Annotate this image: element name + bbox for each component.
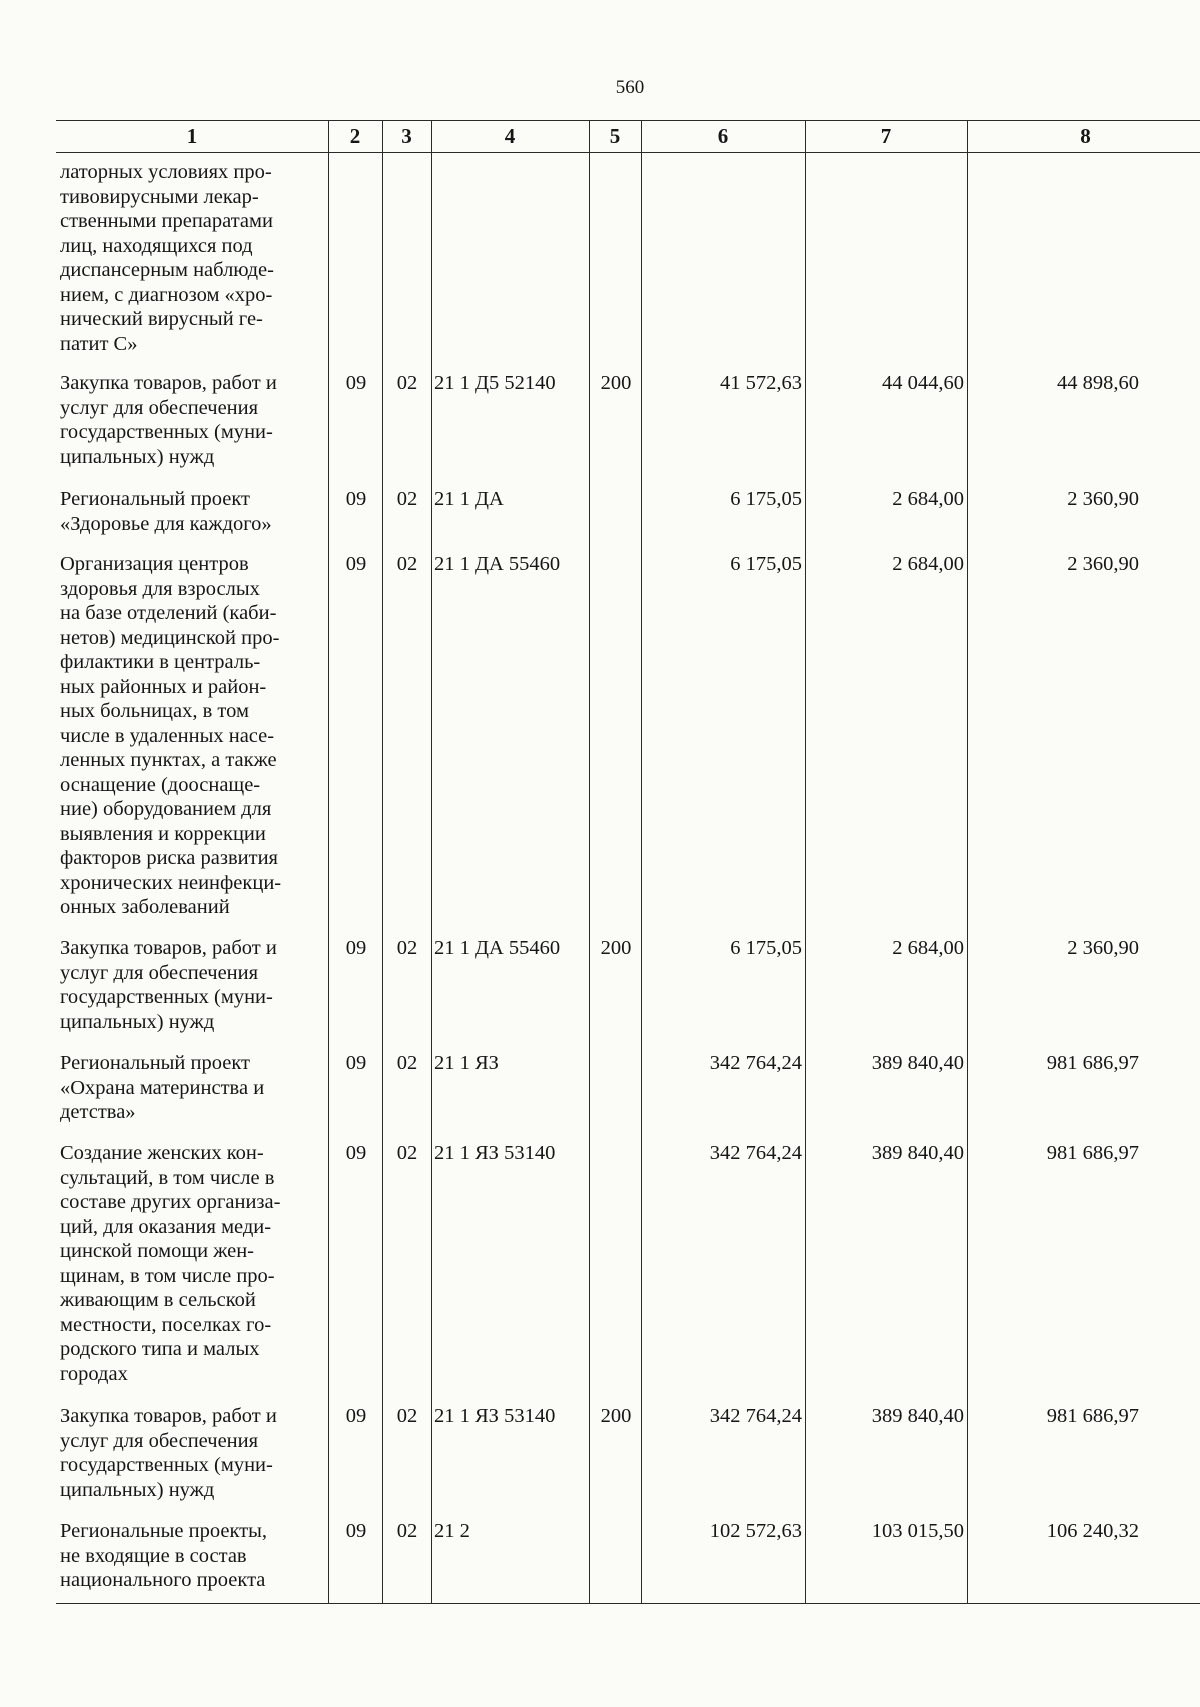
target-article: 21 1 Д5 52140 [434, 372, 556, 394]
target-article: 21 1 ДА 55460 [434, 553, 561, 575]
amount-year-3: 2 360,90 [1067, 553, 1139, 575]
subsection-code: 02 [396, 1520, 418, 1542]
expense-type: 200 [600, 372, 632, 394]
row-name [60, 1051, 328, 1125]
section-code: 09 [345, 553, 367, 575]
section-code: 09 [345, 372, 367, 394]
page-number: 560 [615, 77, 645, 98]
row-name-line: ленных пунктах, а также [60, 749, 277, 771]
row-name-line: ций, для оказания меди- [60, 1215, 272, 1238]
row-name [60, 160, 328, 356]
subsection-code: 02 [396, 937, 418, 959]
amount-year-1: 6 175,05 [730, 937, 802, 959]
row-name [60, 1404, 328, 1502]
row-name-line: филактики в централь- [60, 651, 261, 673]
row-name-line: выявления и коррекции [60, 822, 266, 845]
row-name-line: числе в удаленных насе- [60, 724, 275, 747]
row-name-line: составе других организа- [60, 1191, 281, 1213]
column-divider [589, 120, 590, 1603]
row-name-line: Организация центров [60, 553, 249, 575]
row-name-line: цинской помощи жен- [60, 1240, 254, 1262]
expense-type: 200 [600, 1405, 632, 1427]
section-code: 09 [345, 488, 367, 510]
row-name-line: национального проекта [60, 1569, 266, 1591]
column-divider [431, 120, 432, 1603]
amount-year-3: 44 898,60 [1057, 372, 1139, 394]
row-name-line: ципальных) нужд [60, 1478, 215, 1501]
row-name [60, 487, 328, 536]
column-header-7: 7 [880, 124, 892, 148]
row-name-line: местности, поселках го- [60, 1313, 272, 1336]
column-divider [967, 120, 968, 1603]
column-header-6: 6 [717, 124, 729, 148]
row-name-line: Закупка товаров, работ и [60, 937, 277, 959]
column-header-5: 5 [609, 124, 621, 148]
amount-year-3: 981 686,97 [1046, 1142, 1139, 1164]
amount-year-1: 342 764,24 [709, 1142, 802, 1164]
column-header-2: 2 [349, 124, 361, 148]
section-code: 09 [345, 1142, 367, 1164]
subsection-code: 02 [396, 1142, 418, 1164]
section-code: 09 [345, 1052, 367, 1074]
amount-year-2: 2 684,00 [892, 488, 964, 510]
row-name-line: государственных (муни- [60, 421, 273, 443]
row-name-line: сультаций, в том числе в [60, 1166, 275, 1189]
row-name-line: детства» [60, 1101, 136, 1123]
subsection-code: 02 [396, 1405, 418, 1427]
row-name-line: ципальных) нужд [60, 1010, 215, 1033]
section-code: 09 [345, 1520, 367, 1542]
row-name-line: ных районных и район- [60, 675, 267, 698]
row-name-line: живающим в сельской [60, 1289, 256, 1311]
row-name-line: диспансерным наблюде- [60, 259, 274, 281]
row-name-line: Закупка товаров, работ и [60, 1405, 277, 1427]
row-name-line: услуг для обеспечения [60, 961, 259, 984]
row-name-line: нетов) медицинской про- [60, 626, 280, 649]
row-name-line: онных заболеваний [60, 896, 230, 918]
amount-year-1: 342 764,24 [709, 1405, 802, 1427]
column-divider [805, 120, 806, 1603]
row-name-line: Создание женских кон- [60, 1142, 264, 1164]
amount-year-1: 102 572,63 [709, 1520, 802, 1542]
amount-year-3: 981 686,97 [1046, 1405, 1139, 1427]
subsection-code: 02 [396, 372, 418, 394]
row-name-line: Региональный проект [60, 1052, 250, 1074]
amount-year-1: 41 572,63 [720, 372, 802, 394]
row-name [60, 1519, 328, 1593]
amount-year-1: 6 175,05 [730, 488, 802, 510]
subsection-code: 02 [396, 1052, 418, 1074]
amount-year-1: 342 764,24 [709, 1052, 802, 1074]
row-name-line: ципальных) нужд [60, 445, 215, 468]
amount-year-3: 2 360,90 [1067, 937, 1139, 959]
table-header-rule [56, 152, 1200, 153]
amount-year-2: 2 684,00 [892, 553, 964, 575]
column-header-8: 8 [1080, 124, 1091, 148]
row-name-line: государственных (муни- [60, 986, 273, 1008]
row-name-line: Региональный проект [60, 488, 250, 510]
row-name-line: ственными препаратами [60, 210, 273, 232]
row-name-line: услуг для обеспечения [60, 396, 259, 419]
amount-year-2: 389 840,40 [871, 1142, 964, 1164]
target-article: 21 1 ДА [434, 488, 504, 510]
target-article: 21 2 [434, 1520, 470, 1542]
row-name-line: не входящие в состав [60, 1544, 247, 1567]
column-divider [328, 120, 329, 1603]
amount-year-1: 6 175,05 [730, 553, 802, 575]
row-name [60, 552, 328, 920]
row-name-line: тивовирусными лекар- [60, 185, 259, 208]
amount-year-2: 389 840,40 [871, 1405, 964, 1427]
row-name-line: здоровья для взрослых [60, 577, 260, 600]
row-name-line: нический вирусный ге- [60, 308, 263, 330]
row-name [60, 936, 328, 1034]
row-name-line: латорных условиях про- [60, 161, 272, 183]
expense-type: 200 [600, 937, 632, 959]
row-name-line: патит С» [60, 332, 138, 355]
row-name-line: ние) оборудованием для [60, 798, 272, 820]
row-name-line: щинам, в том числе про- [60, 1264, 275, 1287]
row-name-line: городах [60, 1362, 128, 1385]
row-name-line: государственных (муни- [60, 1454, 273, 1476]
row-name-line: оснащение (дооснаще- [60, 773, 261, 796]
column-divider [641, 120, 642, 1603]
column-header-3: 3 [401, 124, 412, 148]
row-name-line: хронических неинфекци- [60, 871, 282, 894]
subsection-code: 02 [396, 488, 418, 510]
amount-year-3: 2 360,90 [1067, 488, 1139, 510]
row-name-line: родского типа и малых [60, 1338, 260, 1360]
amount-year-3: 981 686,97 [1046, 1052, 1139, 1074]
column-divider [382, 120, 383, 1603]
target-article: 21 1 ЯЗ 53140 [434, 1405, 556, 1427]
target-article: 21 1 ЯЗ 53140 [434, 1142, 556, 1164]
row-name-line: Закупка товаров, работ и [60, 372, 277, 394]
row-name-line: «Здоровье для каждого» [60, 512, 272, 535]
row-name [60, 371, 328, 469]
target-article: 21 1 ДА 55460 [434, 937, 561, 959]
row-name-line: услуг для обеспечения [60, 1429, 259, 1452]
row-name-line: Региональные проекты, [60, 1520, 268, 1542]
table-bottom-rule [56, 1603, 1200, 1604]
amount-year-2: 389 840,40 [871, 1052, 964, 1074]
row-name-line: на базе отделений (каби- [60, 602, 277, 624]
column-header-1: 1 [186, 124, 198, 148]
row-name [60, 1141, 328, 1386]
column-header-4: 4 [504, 124, 516, 148]
row-name-line: лиц, находящихся под [60, 234, 253, 257]
row-name-line: нием, с диагнозом «хро- [60, 283, 273, 306]
subsection-code: 02 [396, 553, 418, 575]
amount-year-3: 106 240,32 [1046, 1520, 1139, 1542]
target-article: 21 1 ЯЗ [434, 1052, 499, 1074]
section-code: 09 [345, 937, 367, 959]
amount-year-2: 2 684,00 [892, 937, 964, 959]
row-name-line: ных больницах, в том [60, 700, 249, 722]
row-name-line: факторов риска развития [60, 847, 278, 869]
amount-year-2: 44 044,60 [882, 372, 964, 394]
row-name-line: «Охрана материнства и [60, 1076, 265, 1099]
section-code: 09 [345, 1405, 367, 1427]
amount-year-2: 103 015,50 [871, 1520, 964, 1542]
